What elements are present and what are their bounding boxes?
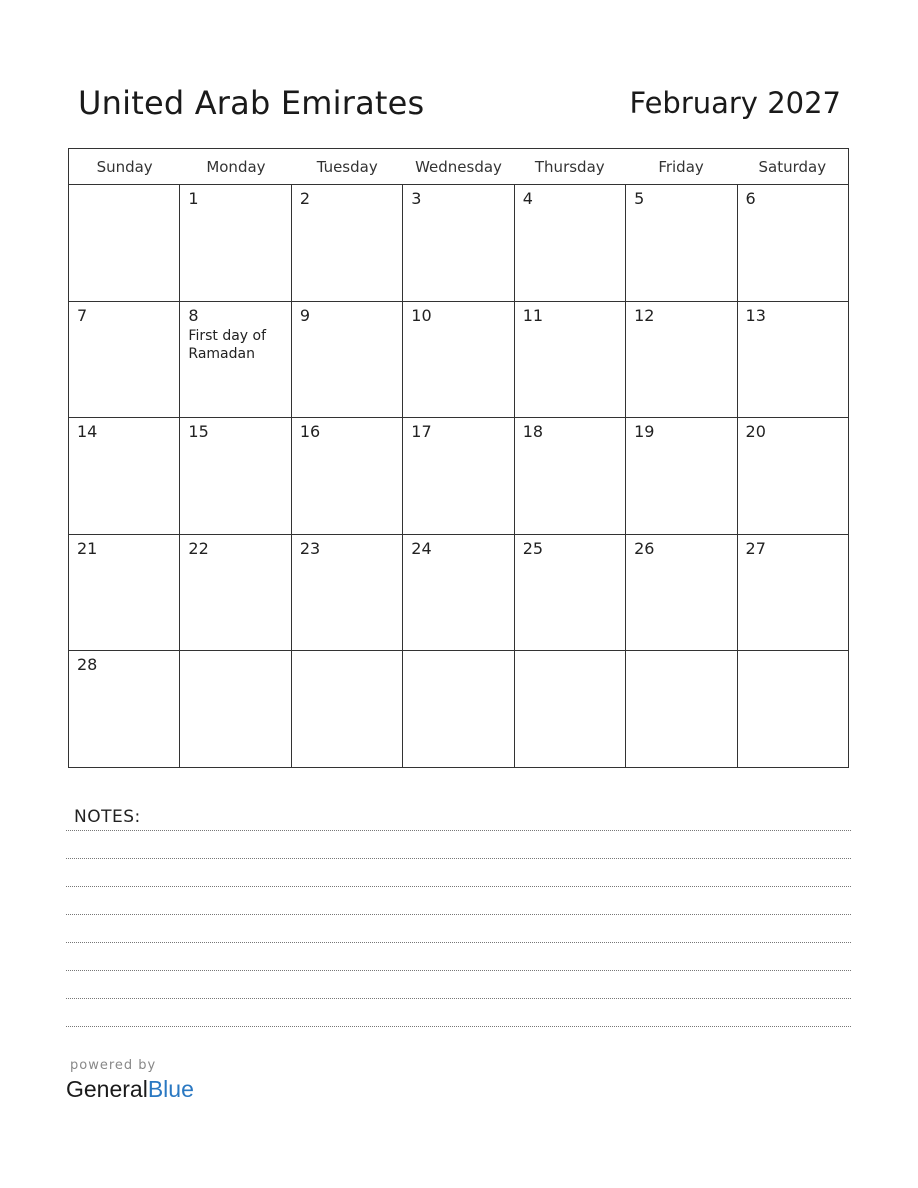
calendar-day-cell (738, 651, 848, 768)
day-number: 3 (411, 189, 422, 208)
calendar-day-cell (403, 535, 514, 651)
day-number: 24 (411, 538, 432, 558)
calendar-day-cell (626, 535, 737, 651)
dow-sunday: Sunday (96, 158, 153, 176)
day-number: 8 (188, 305, 199, 325)
day-number: 25 (522, 538, 544, 558)
calendar-day-cell (738, 185, 848, 301)
calendar-day-cell (292, 651, 403, 768)
day-number: 12 (634, 305, 655, 325)
calendar-day-cell (69, 302, 180, 418)
powered-by-text: powered by (70, 1058, 157, 1073)
notes-line (66, 970, 851, 971)
calendar-day-cell (738, 418, 848, 534)
calendar-day-cell (180, 535, 291, 651)
calendar-week (69, 418, 848, 535)
dow-friday: Friday (658, 158, 704, 176)
calendar-day-cell (180, 302, 291, 418)
calendar-day-cell (69, 535, 180, 651)
calendar-day-cell (738, 302, 848, 418)
notes-line (66, 886, 851, 887)
calendar-day-cell (403, 418, 514, 534)
day-number: 2 (299, 189, 311, 208)
day-number: 27 (745, 538, 766, 558)
day-number: 26 (634, 538, 655, 558)
calendar-day-cell (738, 535, 848, 651)
dow-thursday: Thursday (534, 158, 605, 176)
day-number: 18 (522, 422, 544, 442)
calendar-day-cell (515, 418, 626, 534)
calendar-day-cell (515, 535, 626, 651)
notes-label: NOTES: (74, 807, 141, 827)
dow-tuesday: Tuesday (316, 158, 378, 176)
calendar-day-cell (626, 418, 737, 534)
calendar-day-cell (626, 302, 737, 418)
notes-line (66, 1026, 851, 1027)
calendar-day-cell (69, 651, 180, 768)
brand-blue-text: Blue (147, 1076, 194, 1102)
notes-line (66, 858, 851, 859)
calendar-day-cell (69, 418, 180, 534)
dow-saturday: Saturday (758, 158, 827, 176)
day-number: 6 (745, 189, 756, 208)
calendar-week (69, 535, 848, 652)
notes-line (66, 914, 851, 915)
day-number: 19 (634, 422, 655, 442)
calendar-week (69, 185, 848, 302)
calendar-day-cell (69, 185, 180, 301)
calendar-day-cell (403, 302, 514, 418)
calendar-day-cell (403, 651, 514, 768)
calendar-day-cell (515, 651, 626, 768)
day-number: 5 (634, 189, 645, 208)
calendar-grid (68, 148, 849, 768)
day-number: 21 (77, 538, 98, 558)
day-number: 11 (522, 305, 544, 325)
day-number: 20 (745, 422, 766, 442)
day-number: 28 (77, 655, 98, 675)
calendar-month-title: February 2027 (629, 86, 841, 120)
day-number: 9 (299, 305, 311, 325)
dow-wednesday: Wednesday (415, 158, 502, 176)
day-number: 17 (411, 422, 432, 442)
day-number: 16 (299, 422, 321, 442)
calendar-day-cell (626, 185, 737, 301)
calendar-day-cell (180, 651, 291, 768)
day-number: 23 (299, 538, 321, 558)
holiday-event: First day of Ramadan (188, 327, 267, 362)
calendar-day-cell (515, 302, 626, 418)
calendar-day-cell (180, 418, 291, 534)
day-number: 10 (411, 305, 432, 325)
notes-line (66, 830, 851, 831)
calendar-day-cell (292, 302, 403, 418)
day-number: 15 (188, 422, 209, 442)
calendar-country-title: United Arab Emirates (78, 84, 425, 122)
dow-monday: Monday (206, 158, 266, 176)
calendar-day-cell (626, 651, 737, 768)
day-number: 22 (188, 538, 209, 558)
calendar-week (69, 302, 848, 419)
notes-line (66, 998, 851, 999)
calendar-day-cell (292, 185, 403, 301)
day-number: 14 (77, 422, 98, 442)
day-of-week-header (69, 149, 848, 185)
calendar-day-cell (180, 185, 291, 301)
generalblue-logo[interactable] (66, 1074, 194, 1104)
day-number: 13 (745, 305, 766, 325)
calendar-day-cell (292, 535, 403, 651)
calendar-day-cell (515, 185, 626, 301)
brand-general-text: General (66, 1076, 148, 1102)
notes-line (66, 942, 851, 943)
day-number: 1 (188, 189, 199, 208)
day-number: 4 (522, 189, 533, 208)
day-number: 7 (77, 305, 88, 325)
calendar-day-cell (292, 418, 403, 534)
calendar-week (69, 651, 848, 768)
calendar-day-cell (403, 185, 514, 301)
